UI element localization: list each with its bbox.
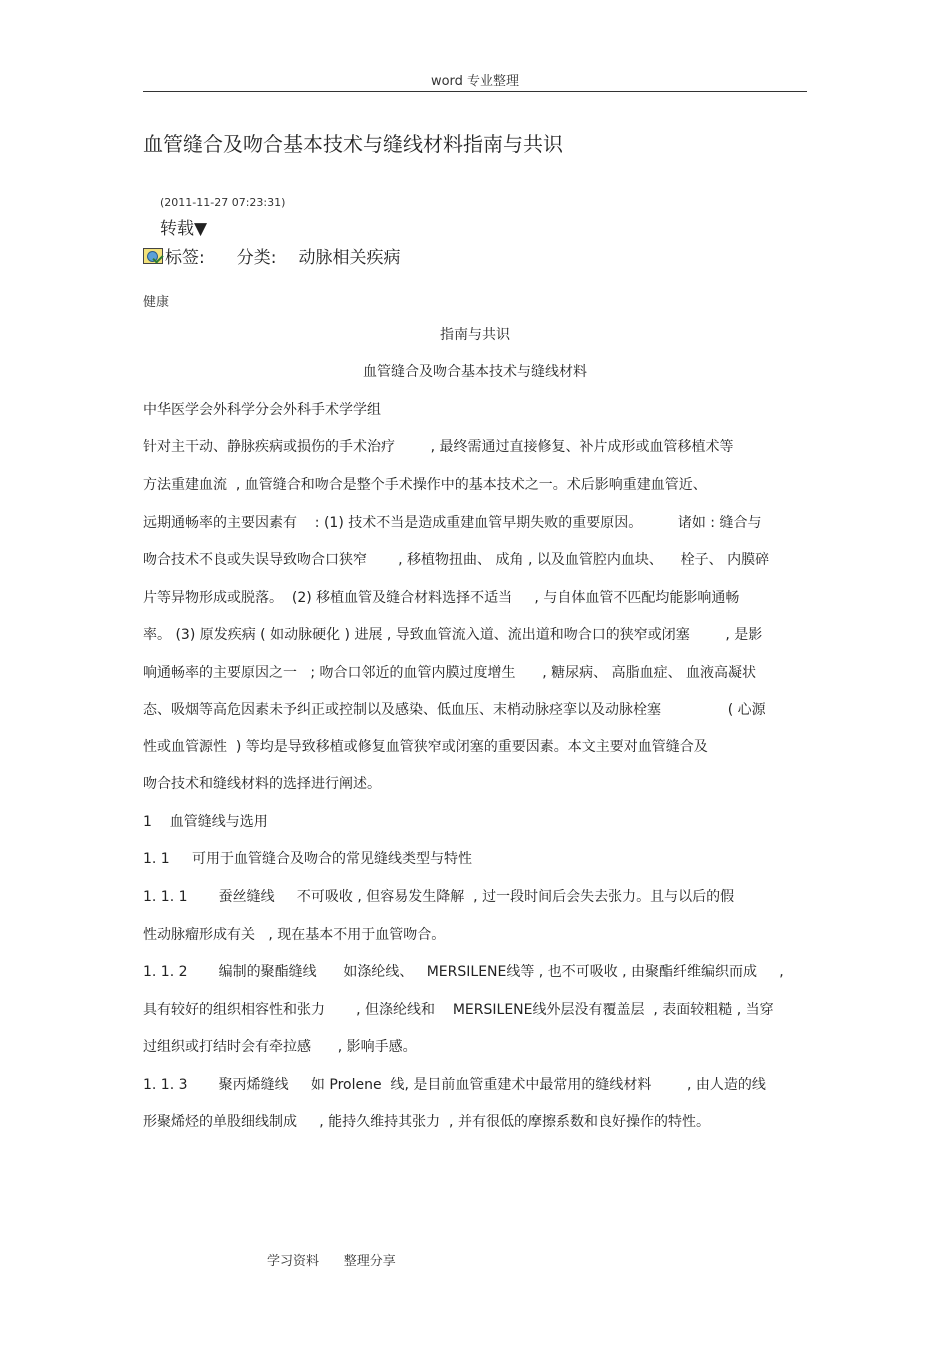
- body-line: 吻合技术和缝线材料的选择进行阐述。: [143, 776, 381, 792]
- article-title: 血管缝合及吻合基本技术与缝线材料指南与共识: [143, 132, 563, 156]
- body-line: 形聚烯烃的单股细线制成 , 能持久维持其张力 , 并有很低的摩擦系数和良好操作的特性。: [143, 1114, 710, 1130]
- repost-link[interactable]: 转载▼: [160, 219, 208, 239]
- body-line: 性或血管源性 ) 等均是导致移植或修复血管狭窄或闭塞的重要因素。本文主要对血管缝合及: [143, 739, 708, 755]
- tag-icon: [143, 248, 163, 264]
- section-subheading: 血管缝合及吻合基本技术与缝线材料: [363, 364, 587, 380]
- category-link[interactable]: 动脉相关疾病: [298, 248, 401, 268]
- body-line: 响通畅率的主要原因之一 ; 吻合口邻近的血管内膜过度增生 , 糖尿病、 高脂血症、 血液高凝状: [143, 665, 757, 681]
- article-meta: [143, 243, 400, 268]
- tag-link[interactable]: 健康: [143, 295, 170, 310]
- body-line: 1. 1. 3 聚丙烯缝线 如 Prolene 线, 是目前血管重建术中最常用的缝线材料 , 由人造的线: [143, 1077, 766, 1093]
- body-line: 吻合技术不良或失误导致吻合口狭窄 , 移植物扭曲、 成角 , 以及血管腔内血块、 栓子、 内膜碎: [143, 552, 770, 568]
- section-heading: 指南与共识: [440, 327, 510, 343]
- tags-label: 标签:: [165, 248, 205, 268]
- body-line: 方法重建血流 , 血管缝合和吻合是整个手术操作中的基本技术之一。术后影响重建血管近、: [143, 477, 707, 493]
- body-line: 远期通畅率的主要因素有 : (1) 技术不当是造成重建血管早期失败的重要原因。 诸如 : 缝合与: [143, 515, 762, 531]
- header-rule: [143, 91, 807, 92]
- body-line: 针对主干动、静脉疾病或损伤的手术治疗 , 最终需通过直接修复、补片成形或血管移植术等: [143, 439, 734, 455]
- post-timestamp: (2011-11-27 07:23:31): [160, 196, 286, 209]
- category-label: 分类:: [236, 248, 277, 268]
- section-number-heading: 1 血管缝线与选用: [143, 814, 268, 830]
- body-line: 中华医学会外科学分会外科手术学学组: [143, 402, 381, 418]
- body-line: 态、吸烟等高危因素未予纠正或控制以及感染、低血压、末梢动脉痉挛以及动脉栓塞 ( 心源: [143, 702, 766, 718]
- body-line: 1. 1. 1 蚕丝缝线 不可吸收 , 但容易发生降解 , 过一段时间后会失去张力。且与以后的假: [143, 889, 735, 905]
- body-line: 片等异物形成或脱落。 (2) 移植血管及缝合材料选择不适当 , 与自体血管不匹配均能影响通畅: [143, 590, 740, 606]
- body-line: 率。 (3) 原发疾病 ( 如动脉硬化 ) 进展 , 导致血管流入道、流出道和吻合口的狭窄或闭塞 , 是影: [143, 627, 763, 643]
- subsection-heading: 1. 1 可用于血管缝合及吻合的常见缝线类型与特性: [143, 851, 472, 867]
- body-line: 具有较好的组织相容性和张力 , 但涤纶线和 MERSILENE线外层没有覆盖层 , 表面较粗糙 , 当穿: [143, 1002, 774, 1018]
- page-footer: 学习资料 整理分享: [267, 1254, 396, 1269]
- body-line: 1. 1. 2 编制的聚酯缝线 如涤纶线、 MERSILENE线等 , 也不可吸收 , 由聚酯纤维编织而成 ,: [143, 964, 784, 980]
- body-line: 过组织或打结时会有牵拉感 , 影响手感。: [143, 1039, 417, 1055]
- body-line: 性动脉瘤形成有关 , 现在基本不用于血管吻合。: [143, 927, 446, 943]
- page-header: word 专业整理: [430, 74, 520, 89]
